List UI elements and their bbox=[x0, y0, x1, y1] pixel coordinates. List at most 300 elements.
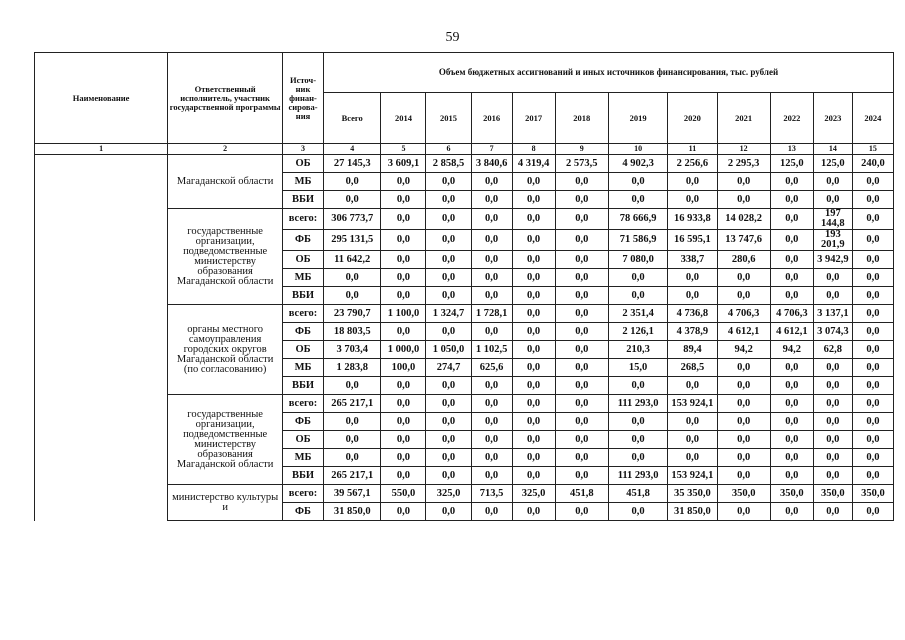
year-value-cell: 3 942,9 bbox=[813, 251, 852, 269]
year-value-cell: 0,0 bbox=[813, 413, 852, 431]
year-value-cell: 0,0 bbox=[426, 251, 471, 269]
year-value-cell: 0,0 bbox=[668, 377, 717, 395]
year-value-cell: 16 595,1 bbox=[668, 230, 717, 251]
year-value-cell: 125,0 bbox=[770, 155, 813, 173]
total-value-cell: 0,0 bbox=[324, 449, 381, 467]
responsible-cell: органы местного самоуправления городских округов Магаданской области (по согласованию) bbox=[168, 305, 283, 395]
year-value-cell: 0,0 bbox=[512, 503, 555, 521]
year-value-cell: 15,0 bbox=[608, 359, 667, 377]
year-value-cell: 0,0 bbox=[770, 269, 813, 287]
year-value-cell: 0,0 bbox=[555, 467, 608, 485]
year-value-cell: 2 256,6 bbox=[668, 155, 717, 173]
year-value-cell: 0,0 bbox=[668, 413, 717, 431]
source-cell: всего: bbox=[283, 485, 324, 503]
year-value-cell: 0,0 bbox=[813, 287, 852, 305]
year-value-cell: 0,0 bbox=[852, 209, 893, 230]
year-value-cell: 0,0 bbox=[471, 413, 512, 431]
year-value-cell: 325,0 bbox=[426, 485, 471, 503]
year-value-cell: 0,0 bbox=[426, 287, 471, 305]
source-cell: ФБ bbox=[283, 413, 324, 431]
column-number: 2 bbox=[168, 144, 283, 155]
source-cell: ОБ bbox=[283, 155, 324, 173]
year-value-cell: 0,0 bbox=[813, 431, 852, 449]
year-value-cell: 0,0 bbox=[426, 323, 471, 341]
year-value-cell: 153 924,1 bbox=[668, 467, 717, 485]
year-value-cell: 338,7 bbox=[668, 251, 717, 269]
year-value-cell: 0,0 bbox=[555, 341, 608, 359]
year-value-cell: 2 573,5 bbox=[555, 155, 608, 173]
year-value-cell: 0,0 bbox=[555, 413, 608, 431]
year-value-cell: 0,0 bbox=[471, 395, 512, 413]
year-value-cell: 31 850,0 bbox=[668, 503, 717, 521]
year-value-cell: 4 378,9 bbox=[668, 323, 717, 341]
year-value-cell: 0,0 bbox=[852, 287, 893, 305]
year-value-cell: 0,0 bbox=[668, 431, 717, 449]
source-cell: ФБ bbox=[283, 503, 324, 521]
source-cell: МБ bbox=[283, 269, 324, 287]
year-value-cell: 0,0 bbox=[770, 503, 813, 521]
total-value-cell: 0,0 bbox=[324, 377, 381, 395]
year-value-cell: 0,0 bbox=[512, 431, 555, 449]
year-value-cell: 0,0 bbox=[426, 191, 471, 209]
year-value-cell: 0,0 bbox=[770, 413, 813, 431]
year-value-cell: 0,0 bbox=[852, 413, 893, 431]
year-value-cell: 0,0 bbox=[555, 251, 608, 269]
year-value-cell: 0,0 bbox=[381, 251, 426, 269]
year-value-cell: 4 612,1 bbox=[717, 323, 770, 341]
year-value-cell: 0,0 bbox=[381, 209, 426, 230]
year-value-cell: 14 028,2 bbox=[717, 209, 770, 230]
year-value-cell: 350,0 bbox=[717, 485, 770, 503]
year-value-cell: 0,0 bbox=[381, 431, 426, 449]
header-year: 2024 bbox=[852, 93, 893, 144]
year-value-cell: 94,2 bbox=[770, 341, 813, 359]
year-value-cell: 0,0 bbox=[668, 287, 717, 305]
year-value-cell: 0,0 bbox=[471, 251, 512, 269]
column-number: 13 bbox=[770, 144, 813, 155]
year-value-cell: 0,0 bbox=[555, 191, 608, 209]
year-value-cell: 0,0 bbox=[555, 377, 608, 395]
year-value-cell: 0,0 bbox=[512, 413, 555, 431]
year-value-cell: 0,0 bbox=[555, 269, 608, 287]
year-value-cell: 350,0 bbox=[852, 485, 893, 503]
year-value-cell: 0,0 bbox=[770, 191, 813, 209]
year-value-cell: 0,0 bbox=[668, 449, 717, 467]
year-value-cell: 78 666,9 bbox=[608, 209, 667, 230]
year-value-cell: 0,0 bbox=[813, 269, 852, 287]
year-value-cell: 0,0 bbox=[813, 467, 852, 485]
year-value-cell: 1 324,7 bbox=[426, 305, 471, 323]
year-value-cell: 0,0 bbox=[426, 230, 471, 251]
year-value-cell: 0,0 bbox=[813, 377, 852, 395]
year-value-cell: 0,0 bbox=[852, 395, 893, 413]
year-value-cell: 0,0 bbox=[471, 377, 512, 395]
year-value-cell: 0,0 bbox=[717, 467, 770, 485]
year-value-cell: 0,0 bbox=[381, 395, 426, 413]
year-value-cell: 0,0 bbox=[717, 449, 770, 467]
year-value-cell: 0,0 bbox=[717, 269, 770, 287]
year-value-cell: 0,0 bbox=[852, 191, 893, 209]
year-value-cell: 0,0 bbox=[717, 173, 770, 191]
year-value-cell: 1 050,0 bbox=[426, 341, 471, 359]
year-value-cell: 0,0 bbox=[770, 173, 813, 191]
total-value-cell: 0,0 bbox=[324, 287, 381, 305]
year-value-cell: 0,0 bbox=[512, 173, 555, 191]
year-value-cell: 0,0 bbox=[770, 230, 813, 251]
page-number: 59 bbox=[445, 30, 460, 45]
year-value-cell: 4 319,4 bbox=[512, 155, 555, 173]
year-value-cell: 240,0 bbox=[852, 155, 893, 173]
column-number: 9 bbox=[555, 144, 608, 155]
year-value-cell: 1 000,0 bbox=[381, 341, 426, 359]
year-value-cell: 4 706,3 bbox=[717, 305, 770, 323]
header-year: 2015 bbox=[426, 93, 471, 144]
year-value-cell: 0,0 bbox=[381, 467, 426, 485]
source-cell: ОБ bbox=[283, 341, 324, 359]
year-value-cell: 2 351,4 bbox=[608, 305, 667, 323]
year-value-cell: 0,0 bbox=[813, 191, 852, 209]
year-value-cell: 0,0 bbox=[608, 431, 667, 449]
year-value-cell: 0,0 bbox=[381, 323, 426, 341]
year-value-cell: 0,0 bbox=[512, 230, 555, 251]
year-value-cell: 35 350,0 bbox=[668, 485, 717, 503]
year-value-cell: 0,0 bbox=[512, 341, 555, 359]
year-value-cell: 0,0 bbox=[668, 173, 717, 191]
source-cell: ОБ bbox=[283, 251, 324, 269]
year-value-cell: 0,0 bbox=[852, 341, 893, 359]
header-year: 2019 bbox=[608, 93, 667, 144]
year-value-cell: 0,0 bbox=[381, 230, 426, 251]
year-value-cell: 0,0 bbox=[381, 413, 426, 431]
header-year: 2017 bbox=[512, 93, 555, 144]
total-value-cell: 0,0 bbox=[324, 173, 381, 191]
year-value-cell: 0,0 bbox=[555, 323, 608, 341]
header-year: 2020 bbox=[668, 93, 717, 144]
year-value-cell: 0,0 bbox=[512, 287, 555, 305]
year-value-cell: 0,0 bbox=[512, 269, 555, 287]
name-cell bbox=[35, 155, 168, 521]
column-number: 14 bbox=[813, 144, 852, 155]
year-value-cell: 1 728,1 bbox=[471, 305, 512, 323]
year-value-cell: 0,0 bbox=[471, 431, 512, 449]
column-number: 15 bbox=[852, 144, 893, 155]
year-value-cell: 3 840,6 bbox=[471, 155, 512, 173]
header-source: Источ-ник финан-сирова-ния bbox=[283, 53, 324, 144]
year-value-cell: 0,0 bbox=[852, 431, 893, 449]
year-value-cell: 0,0 bbox=[512, 305, 555, 323]
year-value-cell: 7 080,0 bbox=[608, 251, 667, 269]
year-value-cell: 111 293,0 bbox=[608, 395, 667, 413]
year-value-cell: 0,0 bbox=[608, 173, 667, 191]
year-value-cell: 0,0 bbox=[608, 191, 667, 209]
year-value-cell: 2 858,5 bbox=[426, 155, 471, 173]
year-value-cell: 0,0 bbox=[471, 467, 512, 485]
year-value-cell: 0,0 bbox=[852, 377, 893, 395]
year-value-cell: 0,0 bbox=[770, 377, 813, 395]
year-value-cell: 0,0 bbox=[381, 503, 426, 521]
year-value-cell: 451,8 bbox=[608, 485, 667, 503]
year-value-cell: 0,0 bbox=[717, 395, 770, 413]
year-value-cell: 0,0 bbox=[471, 287, 512, 305]
total-value-cell: 295 131,5 bbox=[324, 230, 381, 251]
source-cell: ОБ bbox=[283, 431, 324, 449]
year-value-cell: 2 126,1 bbox=[608, 323, 667, 341]
year-value-cell: 0,0 bbox=[381, 191, 426, 209]
year-value-cell: 0,0 bbox=[717, 191, 770, 209]
source-cell: ФБ bbox=[283, 323, 324, 341]
year-value-cell: 0,0 bbox=[426, 431, 471, 449]
total-value-cell: 11 642,2 bbox=[324, 251, 381, 269]
year-value-cell: 13 747,6 bbox=[717, 230, 770, 251]
header-responsible: Ответственный исполнитель, участник государственной программы bbox=[168, 53, 283, 144]
column-number: 10 bbox=[608, 144, 667, 155]
year-value-cell: 0,0 bbox=[813, 395, 852, 413]
source-cell: МБ bbox=[283, 359, 324, 377]
column-number: 1 bbox=[35, 144, 168, 155]
year-value-cell: 0,0 bbox=[512, 209, 555, 230]
year-value-cell: 0,0 bbox=[471, 269, 512, 287]
year-value-cell: 0,0 bbox=[426, 449, 471, 467]
header-year: 2014 bbox=[381, 93, 426, 144]
year-value-cell: 0,0 bbox=[381, 287, 426, 305]
year-value-cell: 16 933,8 bbox=[668, 209, 717, 230]
responsible-cell: государственные организации, подведомственные министерству образования Магаданской области bbox=[168, 395, 283, 485]
year-value-cell: 4 612,1 bbox=[770, 323, 813, 341]
responsible-cell: государственные организации, подведомственные министерству образования Магаданской области bbox=[168, 209, 283, 305]
total-value-cell: 3 703,4 bbox=[324, 341, 381, 359]
total-value-cell: 265 217,1 bbox=[324, 467, 381, 485]
year-value-cell: 0,0 bbox=[471, 191, 512, 209]
year-value-cell: 0,0 bbox=[717, 431, 770, 449]
year-value-cell: 4 706,3 bbox=[770, 305, 813, 323]
year-value-cell: 0,0 bbox=[512, 395, 555, 413]
year-value-cell: 0,0 bbox=[426, 395, 471, 413]
year-value-cell: 280,6 bbox=[717, 251, 770, 269]
year-value-cell: 0,0 bbox=[555, 305, 608, 323]
column-number: 6 bbox=[426, 144, 471, 155]
year-value-cell: 0,0 bbox=[770, 359, 813, 377]
responsible-cell: Магаданской области bbox=[168, 155, 283, 209]
source-cell: МБ bbox=[283, 173, 324, 191]
year-value-cell: 451,8 bbox=[555, 485, 608, 503]
year-value-cell: 0,0 bbox=[512, 377, 555, 395]
total-value-cell: 0,0 bbox=[324, 269, 381, 287]
year-value-cell: 0,0 bbox=[852, 503, 893, 521]
year-value-cell: 0,0 bbox=[512, 251, 555, 269]
source-cell: ВБИ bbox=[283, 377, 324, 395]
header-year: 2016 bbox=[471, 93, 512, 144]
year-value-cell: 0,0 bbox=[852, 230, 893, 251]
year-value-cell: 713,5 bbox=[471, 485, 512, 503]
header-name: Наименование bbox=[35, 53, 168, 144]
header-year: 2018 bbox=[555, 93, 608, 144]
header-year: 2023 bbox=[813, 93, 852, 144]
source-cell: ФБ bbox=[283, 230, 324, 251]
year-value-cell: 0,0 bbox=[608, 503, 667, 521]
total-value-cell: 0,0 bbox=[324, 413, 381, 431]
year-value-cell: 3 074,3 bbox=[813, 323, 852, 341]
header-volume-title: Объем бюджетных ассигнований и иных источников финансирования, тыс. рублей bbox=[324, 53, 894, 93]
responsible-cell: министерство культуры и bbox=[168, 485, 283, 521]
column-number: 4 bbox=[324, 144, 381, 155]
budget-table bbox=[34, 52, 894, 521]
year-value-cell: 0,0 bbox=[426, 503, 471, 521]
year-value-cell: 3 609,1 bbox=[381, 155, 426, 173]
year-value-cell: 0,0 bbox=[426, 209, 471, 230]
year-value-cell: 0,0 bbox=[717, 287, 770, 305]
year-value-cell: 0,0 bbox=[717, 413, 770, 431]
year-value-cell: 0,0 bbox=[381, 449, 426, 467]
source-cell: МБ bbox=[283, 449, 324, 467]
year-value-cell: 0,0 bbox=[512, 467, 555, 485]
year-value-cell: 0,0 bbox=[555, 173, 608, 191]
year-value-cell: 0,0 bbox=[512, 449, 555, 467]
header-year: 2022 bbox=[770, 93, 813, 144]
year-value-cell: 0,0 bbox=[668, 269, 717, 287]
year-value-cell: 0,0 bbox=[555, 503, 608, 521]
year-value-cell: 0,0 bbox=[770, 467, 813, 485]
total-value-cell: 18 803,5 bbox=[324, 323, 381, 341]
total-value-cell: 31 850,0 bbox=[324, 503, 381, 521]
year-value-cell: 0,0 bbox=[717, 503, 770, 521]
total-value-cell: 23 790,7 bbox=[324, 305, 381, 323]
year-value-cell: 0,0 bbox=[608, 287, 667, 305]
year-value-cell: 1 102,5 bbox=[471, 341, 512, 359]
year-value-cell: 210,3 bbox=[608, 341, 667, 359]
year-value-cell: 268,5 bbox=[668, 359, 717, 377]
total-value-cell: 1 283,8 bbox=[324, 359, 381, 377]
year-value-cell: 100,0 bbox=[381, 359, 426, 377]
total-value-cell: 0,0 bbox=[324, 431, 381, 449]
year-value-cell: 0,0 bbox=[770, 209, 813, 230]
year-value-cell: 350,0 bbox=[770, 485, 813, 503]
year-value-cell: 0,0 bbox=[426, 173, 471, 191]
source-cell: ВБИ bbox=[283, 467, 324, 485]
year-value-cell: 193 201,9 bbox=[813, 230, 852, 251]
year-value-cell: 94,2 bbox=[717, 341, 770, 359]
total-value-cell: 265 217,1 bbox=[324, 395, 381, 413]
year-value-cell: 350,0 bbox=[813, 485, 852, 503]
year-value-cell: 0,0 bbox=[852, 449, 893, 467]
header-total: Всего bbox=[324, 93, 381, 144]
year-value-cell: 4 902,3 bbox=[608, 155, 667, 173]
year-value-cell: 0,0 bbox=[471, 230, 512, 251]
year-value-cell: 0,0 bbox=[852, 359, 893, 377]
year-value-cell: 0,0 bbox=[381, 377, 426, 395]
source-cell: всего: bbox=[283, 395, 324, 413]
year-value-cell: 550,0 bbox=[381, 485, 426, 503]
year-value-cell: 0,0 bbox=[717, 377, 770, 395]
year-value-cell: 0,0 bbox=[555, 395, 608, 413]
total-value-cell: 39 567,1 bbox=[324, 485, 381, 503]
year-value-cell: 0,0 bbox=[852, 269, 893, 287]
year-value-cell: 0,0 bbox=[717, 359, 770, 377]
column-number: 5 bbox=[381, 144, 426, 155]
year-value-cell: 0,0 bbox=[471, 449, 512, 467]
column-number: 3 bbox=[283, 144, 324, 155]
year-value-cell: 1 100,0 bbox=[381, 305, 426, 323]
year-value-cell: 111 293,0 bbox=[608, 467, 667, 485]
year-value-cell: 0,0 bbox=[813, 449, 852, 467]
year-value-cell: 0,0 bbox=[770, 251, 813, 269]
table-row bbox=[35, 155, 894, 173]
year-value-cell: 0,0 bbox=[813, 503, 852, 521]
year-value-cell: 0,0 bbox=[770, 431, 813, 449]
year-value-cell: 2 295,3 bbox=[717, 155, 770, 173]
header-year: 2021 bbox=[717, 93, 770, 144]
year-value-cell: 0,0 bbox=[608, 413, 667, 431]
year-value-cell: 62,8 bbox=[813, 341, 852, 359]
total-value-cell: 0,0 bbox=[324, 191, 381, 209]
year-value-cell: 0,0 bbox=[852, 467, 893, 485]
year-value-cell: 0,0 bbox=[426, 467, 471, 485]
year-value-cell: 0,0 bbox=[471, 503, 512, 521]
year-value-cell: 0,0 bbox=[426, 377, 471, 395]
column-number: 8 bbox=[512, 144, 555, 155]
year-value-cell: 274,7 bbox=[426, 359, 471, 377]
year-value-cell: 71 586,9 bbox=[608, 230, 667, 251]
year-value-cell: 0,0 bbox=[471, 173, 512, 191]
year-value-cell: 0,0 bbox=[813, 359, 852, 377]
year-value-cell: 197 144,8 bbox=[813, 209, 852, 230]
year-value-cell: 0,0 bbox=[852, 173, 893, 191]
year-value-cell: 0,0 bbox=[381, 269, 426, 287]
year-value-cell: 3 137,1 bbox=[813, 305, 852, 323]
year-value-cell: 0,0 bbox=[852, 305, 893, 323]
year-value-cell: 625,6 bbox=[471, 359, 512, 377]
year-value-cell: 325,0 bbox=[512, 485, 555, 503]
column-number: 11 bbox=[668, 144, 717, 155]
column-number: 7 bbox=[471, 144, 512, 155]
year-value-cell: 0,0 bbox=[555, 449, 608, 467]
year-value-cell: 0,0 bbox=[512, 359, 555, 377]
source-cell: всего: bbox=[283, 209, 324, 230]
year-value-cell: 0,0 bbox=[608, 269, 667, 287]
year-value-cell: 0,0 bbox=[813, 173, 852, 191]
year-value-cell: 0,0 bbox=[512, 191, 555, 209]
year-value-cell: 89,4 bbox=[668, 341, 717, 359]
year-value-cell: 0,0 bbox=[770, 287, 813, 305]
year-value-cell: 0,0 bbox=[555, 230, 608, 251]
source-cell: ВБИ bbox=[283, 191, 324, 209]
source-cell: ВБИ bbox=[283, 287, 324, 305]
total-value-cell: 306 773,7 bbox=[324, 209, 381, 230]
year-value-cell: 0,0 bbox=[555, 287, 608, 305]
year-value-cell: 0,0 bbox=[555, 359, 608, 377]
year-value-cell: 4 736,8 bbox=[668, 305, 717, 323]
year-value-cell: 125,0 bbox=[813, 155, 852, 173]
year-value-cell: 0,0 bbox=[471, 209, 512, 230]
year-value-cell: 0,0 bbox=[426, 413, 471, 431]
year-value-cell: 153 924,1 bbox=[668, 395, 717, 413]
year-value-cell: 0,0 bbox=[555, 431, 608, 449]
year-value-cell: 0,0 bbox=[555, 209, 608, 230]
year-value-cell: 0,0 bbox=[512, 323, 555, 341]
source-cell: всего: bbox=[283, 305, 324, 323]
year-value-cell: 0,0 bbox=[852, 323, 893, 341]
column-number: 12 bbox=[717, 144, 770, 155]
year-value-cell: 0,0 bbox=[852, 251, 893, 269]
year-value-cell: 0,0 bbox=[608, 449, 667, 467]
year-value-cell: 0,0 bbox=[668, 191, 717, 209]
year-value-cell: 0,0 bbox=[608, 377, 667, 395]
year-value-cell: 0,0 bbox=[426, 269, 471, 287]
year-value-cell: 0,0 bbox=[471, 323, 512, 341]
year-value-cell: 0,0 bbox=[770, 395, 813, 413]
year-value-cell: 0,0 bbox=[381, 173, 426, 191]
total-value-cell: 27 145,3 bbox=[324, 155, 381, 173]
year-value-cell: 0,0 bbox=[770, 449, 813, 467]
